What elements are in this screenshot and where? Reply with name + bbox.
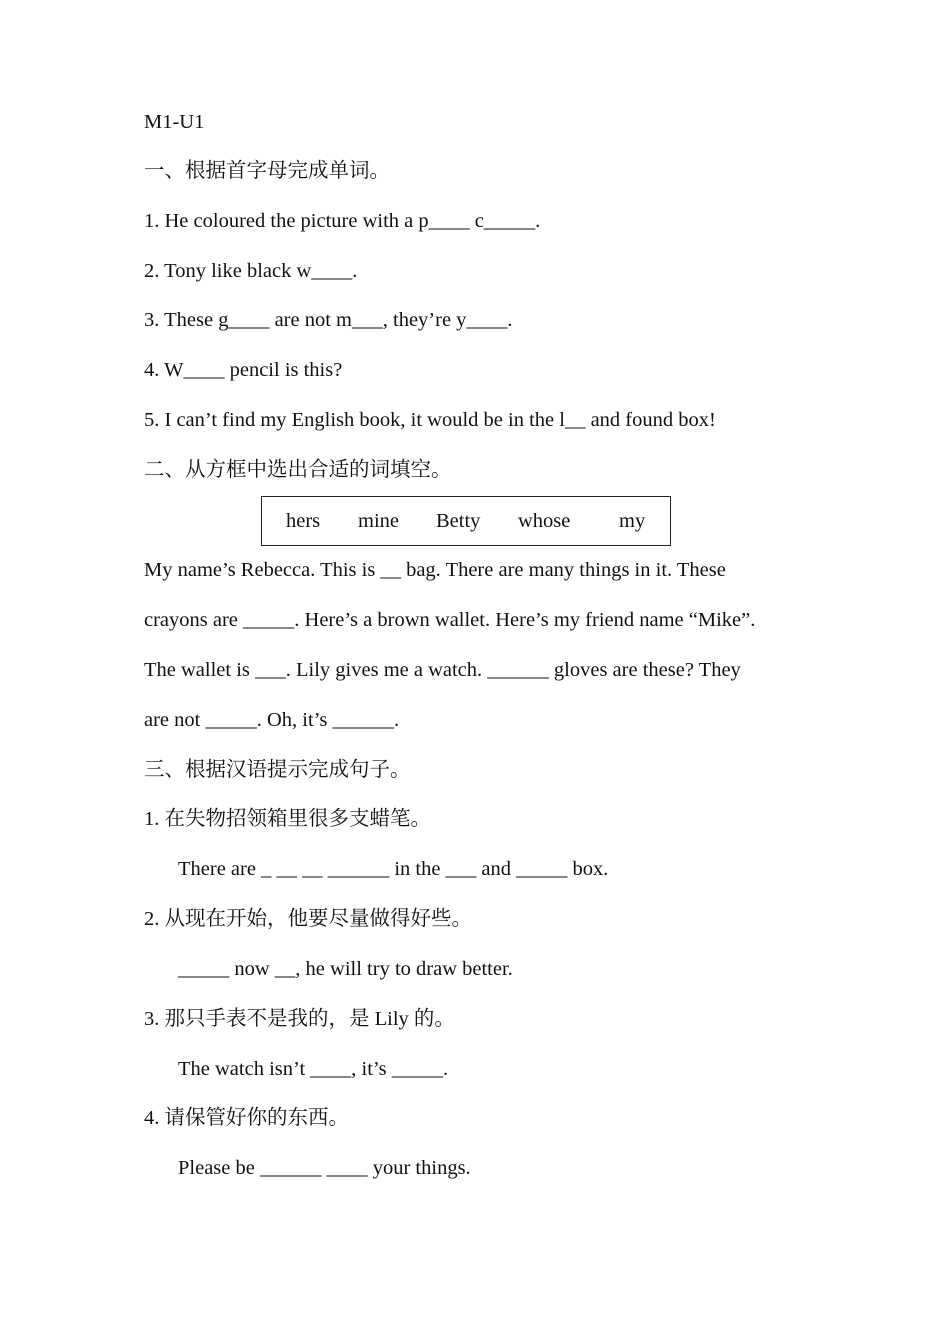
section3-answer-2: _____ now __, he will try to draw better.: [178, 958, 513, 980]
section3-answer-4: Please be ______ ____ your things.: [178, 1157, 471, 1179]
worksheet-title: M1-U1: [144, 111, 205, 133]
section2-heading: 二、从方框中选出合适的词填空。: [144, 459, 452, 481]
word-bank-box: [261, 496, 671, 546]
section1-item-4: 4. W____ pencil is this?: [144, 359, 343, 381]
word-bank-word: hers: [286, 510, 321, 532]
word-bank-word: Betty: [436, 510, 481, 532]
word-bank-word: whose: [518, 510, 571, 532]
section1-item-3: 3. These g____ are not m___, they’re y____.: [144, 309, 513, 331]
section3-answer-1: There are _ __ __ ______ in the ___ and _____ box.: [178, 858, 609, 880]
word-bank-word: mine: [358, 510, 399, 532]
section1-item-1: 1. He coloured the picture with a p____ c_____.: [144, 210, 541, 232]
section3-heading: 三、根据汉语提示完成句子。: [144, 759, 411, 781]
section3-prompt-1: 1. 在失物招领箱里很多支蜡笔。: [144, 808, 431, 830]
section1-item-2: 2. Tony like black w____.: [144, 260, 358, 282]
section1-item-5: 5. I can’t find my English book, it would be in the l__ and found box!: [144, 409, 716, 431]
section1-heading: 一、根据首字母完成单词。: [144, 160, 390, 182]
section3-prompt-2: 2. 从现在开始，他要尽量做得好些。: [144, 908, 472, 930]
word-bank-word: my: [619, 510, 646, 532]
section3-prompt-3: 3. 那只手表不是我的，是 Lily 的。: [144, 1008, 455, 1030]
passage-line-2: crayons are _____. Here’s a brown wallet. Here’s my friend name “Mike”.: [144, 609, 756, 631]
section3-answer-3: The watch isn’t ____, it’s _____.: [178, 1058, 449, 1080]
passage-line-3: The wallet is ___. Lily gives me a watch. ______ gloves are these? They: [144, 659, 741, 681]
passage-line-1: My name’s Rebecca. This is __ bag. There are many things in it. These: [144, 559, 726, 581]
passage-line-4: are not _____. Oh, it’s ______.: [144, 709, 400, 731]
section3-prompt-4: 4. 请保管好你的东西。: [144, 1107, 349, 1129]
